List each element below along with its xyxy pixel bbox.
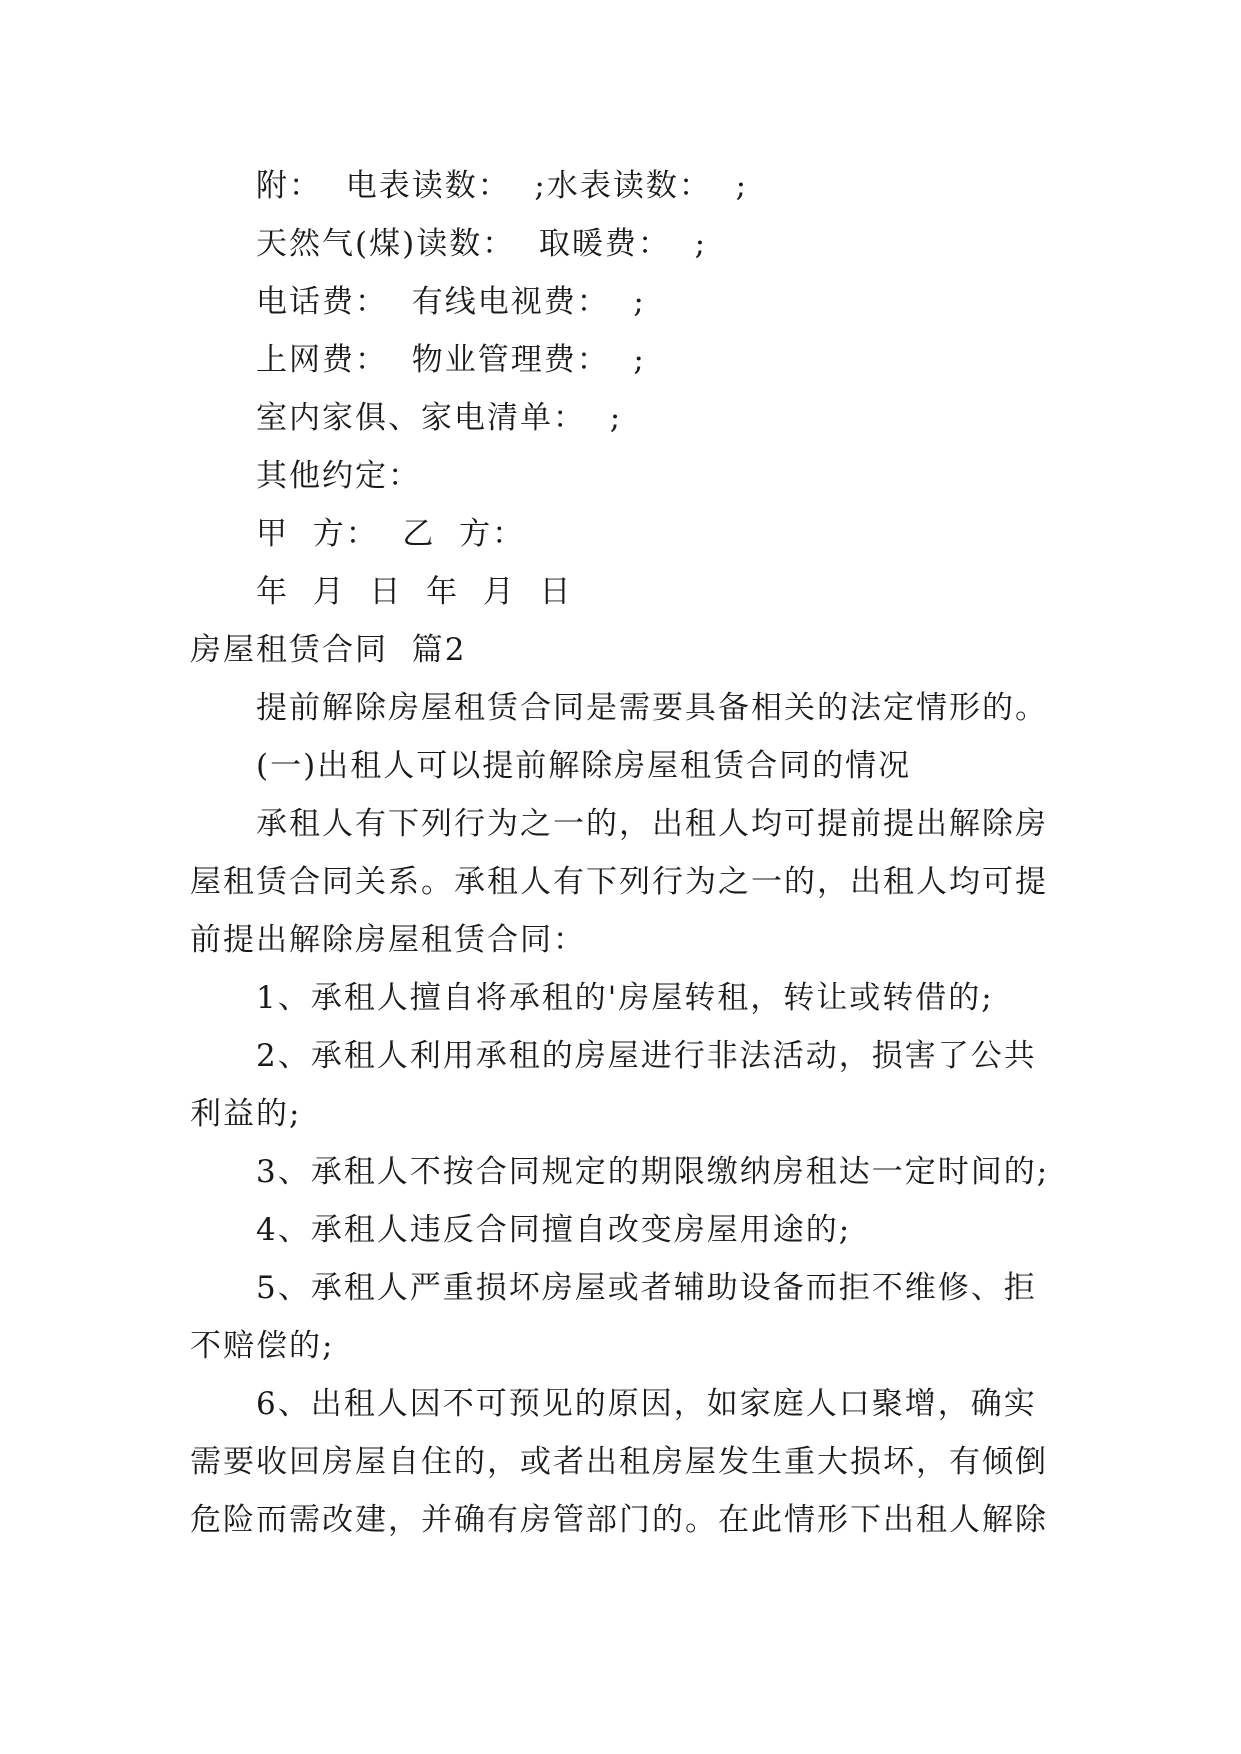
annex-internet-property: 上网费： 物业管理费： ; — [256, 342, 646, 378]
signature-dates: 年 月 日 年 月 日 — [256, 574, 573, 610]
subheading-lessor-termination: (一)出租人可以提前解除房屋租赁合同的情况 — [256, 748, 912, 784]
list-item-4: 4、承租人违反合同擅自改变房屋用途的; — [256, 1212, 852, 1248]
paragraph-line: 承租人有下列行为之一的，出租人均可提前提出解除房 — [256, 806, 1048, 842]
list-item-2: 2、承租人利用承租的房屋进行非法活动，损害了公共 — [256, 1038, 1037, 1074]
paragraph-line: 前提出解除房屋租赁合同： — [190, 922, 586, 958]
list-item-5-continued: 不赔偿的; — [190, 1328, 335, 1364]
paragraph-line: 屋租赁合同关系。承租人有下列行为之一的，出租人均可提 — [190, 864, 1048, 900]
annex-gas-heating: 天然气(煤)读数： 取暖费： ; — [256, 226, 708, 262]
list-item-5: 5、承租人严重损坏房屋或者辅助设备而拒不维修、拒 — [256, 1270, 1037, 1306]
list-item-1: 1、承租人擅自将承租的'房屋转租，转让或转借的; — [256, 980, 994, 1016]
paragraph-line: 提前解除房屋租赁合同是需要具备相关的法定情形的。 — [256, 690, 1048, 726]
annex-meter-readings: 附： 电表读数： ;水表读数： ; — [256, 168, 749, 204]
list-item-2-continued: 利益的; — [190, 1096, 302, 1132]
signature-parties: 甲 方： 乙 方： — [256, 516, 526, 552]
list-item-6-continued: 需要收回房屋自住的，或者出租房屋发生重大损坏，有倾倒 — [190, 1444, 1048, 1480]
annex-other-terms: 其他约定： — [256, 458, 421, 494]
list-item-3: 3、承租人不按合同规定的期限缴纳房租达一定时间的; — [256, 1154, 1050, 1190]
list-item-6: 6、出租人因不可预见的原因，如家庭人口聚增，确实 — [256, 1386, 1037, 1422]
annex-phone-tv: 电话费： 有线电视费： ; — [256, 284, 646, 320]
section-heading: 房屋租赁合同 篇2 — [190, 632, 467, 668]
annex-furniture-list: 室内家俱、家电清单： ; — [256, 400, 623, 436]
list-item-6-continued: 危险而需改建，并确有房管部门的。在此情形下出租人解除 — [190, 1502, 1048, 1538]
